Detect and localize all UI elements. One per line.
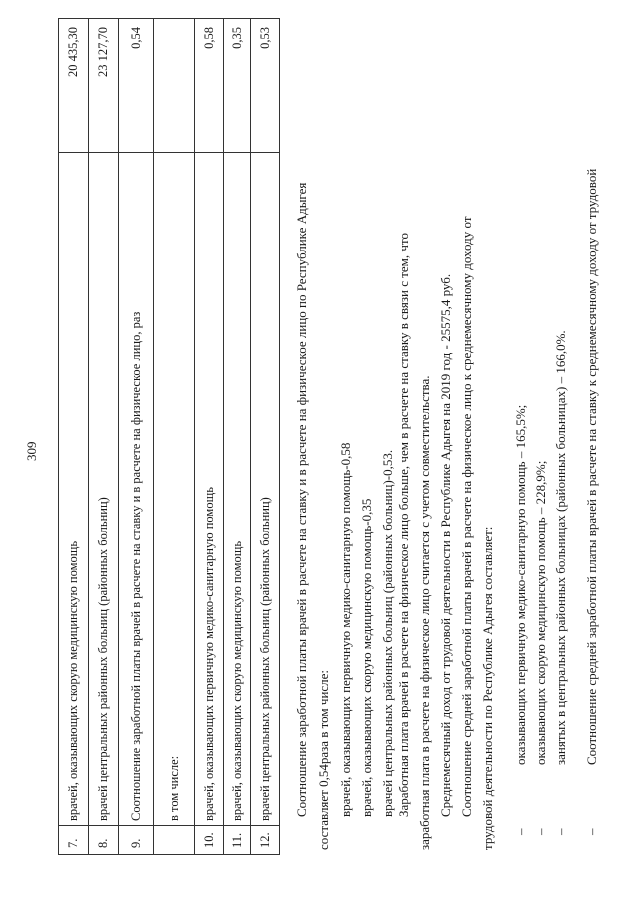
paragraph-text: Соотношение средней заработной платы врачей в расчете на физическое лицо к среднемесячному доходу от (459, 216, 474, 817)
row-description: врачей, оказывающих первичную медико-санитарную помощь (195, 153, 223, 826)
row-number: 12. (257, 832, 272, 848)
paragraph-text: врачей, оказывающих скорую медицинскую помощь-0,35 (359, 498, 374, 817)
row-description: врачей центральных районных больниц (районных больниц) (89, 153, 118, 826)
row-value: 23 127,70 (89, 19, 118, 153)
paragraph-text: составляет 0,54раза в том числе: (316, 669, 331, 850)
table-row (153, 19, 194, 854)
paragraph-text: Соотношение средней заработной платы врачей в расчете на ставку к среднемесячному доходу от трудовой (584, 168, 599, 765)
list-item: занятых в центральных районных больницах (районных больницах) – 166,0%. (553, 330, 568, 765)
paragraph-text: Заработная плата врачей в расчете на физическое лицо больше, чем в расчете на ставку в связи с тем, что (396, 233, 411, 817)
data-table (58, 18, 280, 855)
row-number: 11. (229, 832, 244, 848)
row-number: 8. (96, 838, 111, 848)
list-item: оказывающих скорую медицинскую помощь – 228,9%; (533, 460, 548, 765)
row-description: врачей, оказывающих скорую медицинскую помощь (224, 153, 250, 826)
table-row (223, 19, 250, 854)
row-value: 0,53 (251, 19, 279, 153)
row-value: 20 435,30 (59, 19, 88, 153)
list-dash: – (584, 828, 599, 835)
list-dash: – (553, 828, 568, 835)
table-row (88, 19, 118, 854)
paragraph-text: Среднемесячный доход от трудовой деятельности в Республике Адыгея на 2019 год - 25575,4 руб. (438, 273, 453, 817)
row-value: 0,58 (195, 19, 223, 153)
paragraph-text: Соотношение заработной платы врачей в расчете на ставку и в расчете на физическое лицо по Республике Адыгея (294, 182, 309, 817)
row-number: 7. (66, 838, 81, 848)
row-value: 0,54 (119, 19, 153, 153)
paragraph-text: заработная плата в расчете на физическое лицо считается с учетом совместительства. (417, 375, 432, 850)
row-number: 10. (201, 832, 216, 848)
row-description: врачей, оказывающих скорую медицинскую помощь (59, 153, 88, 826)
table-row (58, 19, 88, 854)
page-number: 309 (24, 441, 39, 461)
row-value (154, 19, 194, 153)
table-row (250, 19, 280, 854)
paragraph-text: трудовой деятельности по Республике Адыгея составляет: (480, 526, 495, 850)
paragraph-text: врачей, оказывающих первичную медико-санитарную помощь-0,58 (338, 442, 353, 817)
table-row (118, 19, 153, 854)
table-row (194, 19, 223, 854)
row-description: Соотношение заработной платы врачей в расчете на ставку и в расчете на физическое лицо, раз (119, 153, 153, 826)
row-description: в том числе: (154, 153, 194, 826)
paragraph-text: врачей центральных районных больниц (районных больниц)-0,53. (380, 449, 395, 817)
list-dash: – (513, 828, 528, 835)
row-value: 0,35 (224, 19, 250, 153)
row-description: врачей центральных районных больниц (районных больниц) (251, 153, 279, 826)
row-number: 9. (128, 838, 143, 848)
list-item: оказывающих первичную медико-санитарную помощь – 165,5%; (513, 404, 528, 765)
row-number (154, 826, 194, 854)
list-dash: – (533, 828, 548, 835)
